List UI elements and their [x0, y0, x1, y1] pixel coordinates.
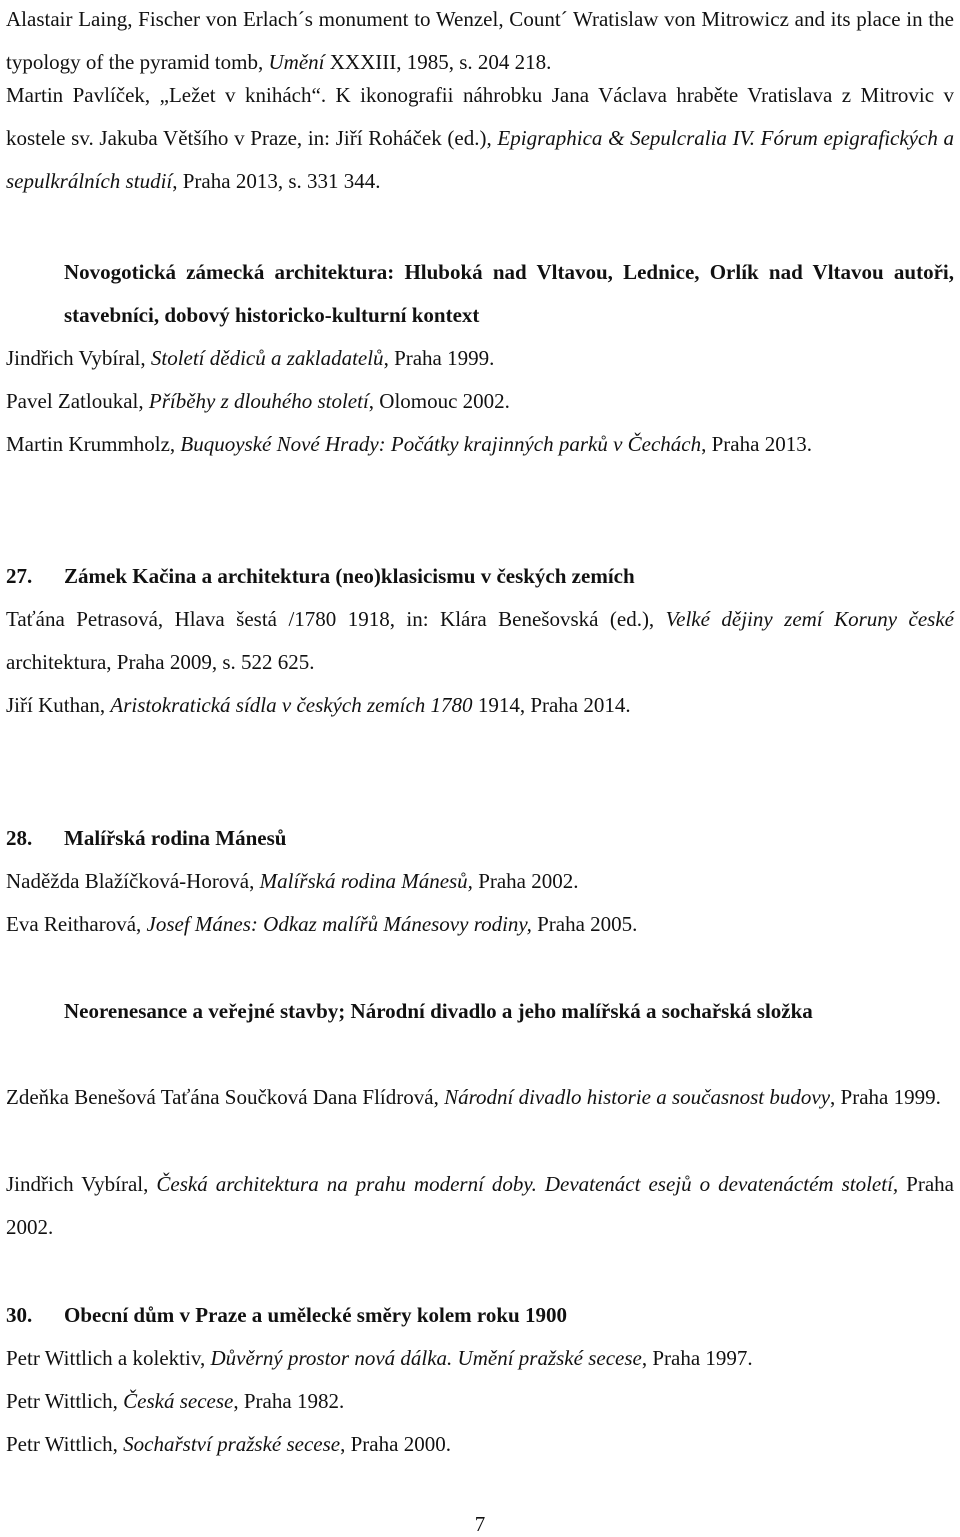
- bibliography-entry: Petr Wittlich a kolektiv, Důvěrný prostor nová dálka. Umění pražské secese, Praha 1997.: [6, 1346, 753, 1370]
- bibliography-entry: Taťána Petrasová, Hlava šestá /1780 1918, in: Klára Benešovská (ed.), Velké dějiny zemí Koruny české architektura, Praha 2009, s. 522 625.: [6, 607, 954, 674]
- bibliography-entry: Alastair Laing, Fischer von Erlach´s monument to Wenzel, Count´ Wratislaw von Mitrowicz and its place in the typology of the pyramid tomb, Umění XXXIII, 1985, s. 204 218.: [6, 7, 954, 74]
- bibliography-entry: Pavel Zatloukal, Příběhy z dlouhého století, Olomouc 2002.: [6, 389, 510, 413]
- bibliography-entry: Petr Wittlich, Česká secese, Praha 1982.: [6, 1389, 345, 1413]
- section-heading-30: 30. Obecní dům v Praze a umělecké směry kolem roku 1900: [6, 1303, 567, 1327]
- section-heading-27: 27. Zámek Kačina a architektura (neo)klasicismu v českých zemích: [6, 564, 635, 588]
- section-heading-26: Novogotická zámecká architektura: Hluboká nad Vltavou, Lednice, Orlík nad Vltavou autoři, stavebníci, dobový historicko-kulturní kontext: [64, 260, 954, 327]
- bibliography-entry: Jindřich Vybíral, Století dědiců a zakladatelů, Praha 1999.: [6, 346, 495, 370]
- section-heading-29: Neorenesance a veřejné stavby; Národní divadlo a jeho malířská a sochařská složka: [64, 999, 813, 1023]
- bibliography-entry: Jiří Kuthan, Aristokratická sídla v českých zemích 1780 1914, Praha 2014.: [6, 693, 631, 717]
- bibliography-entry: Martin Krummholz, Buquoyské Nové Hrady: Počátky krajinných parků v Čechách, Praha 2013.: [6, 432, 812, 456]
- bibliography-entry: Naděžda Blažíčková-Horová, Malířská rodina Mánesů, Praha 2002.: [6, 869, 579, 893]
- page-number: 7: [474, 1512, 486, 1536]
- bibliography-entry: Jindřich Vybíral, Česká architektura na prahu moderní doby. Devatenáct esejů o devatenáctém století, Praha 2002.: [6, 1172, 954, 1239]
- bibliography-entry: Petr Wittlich, Sochařství pražské secese, Praha 2000.: [6, 1432, 451, 1456]
- section-heading-28: 28. Malířská rodina Mánesů: [6, 826, 287, 850]
- bibliography-entry: Martin Pavlíček, „Ležet v knihách“. K ikonografii náhrobku Jana Václava hraběte Vratislava z Mitrovic v kostele sv. Jakuba Většího v Praze, in: Jiří Roháček (ed.), Epigraphica & Sepulcralia IV. Fórum epigrafických a sepulkrálních studií, Praha 2013, s. 331 344.: [6, 83, 955, 193]
- bibliography-entry: Eva Reitharová, Josef Mánes: Odkaz malířů Mánesovy rodiny, Praha 2005.: [6, 912, 638, 936]
- bibliography-entry: Zdeňka Benešová Taťána Součková Dana Flídrová, Národní divadlo historie a současnost budovy, Praha 1999.: [6, 1085, 941, 1109]
